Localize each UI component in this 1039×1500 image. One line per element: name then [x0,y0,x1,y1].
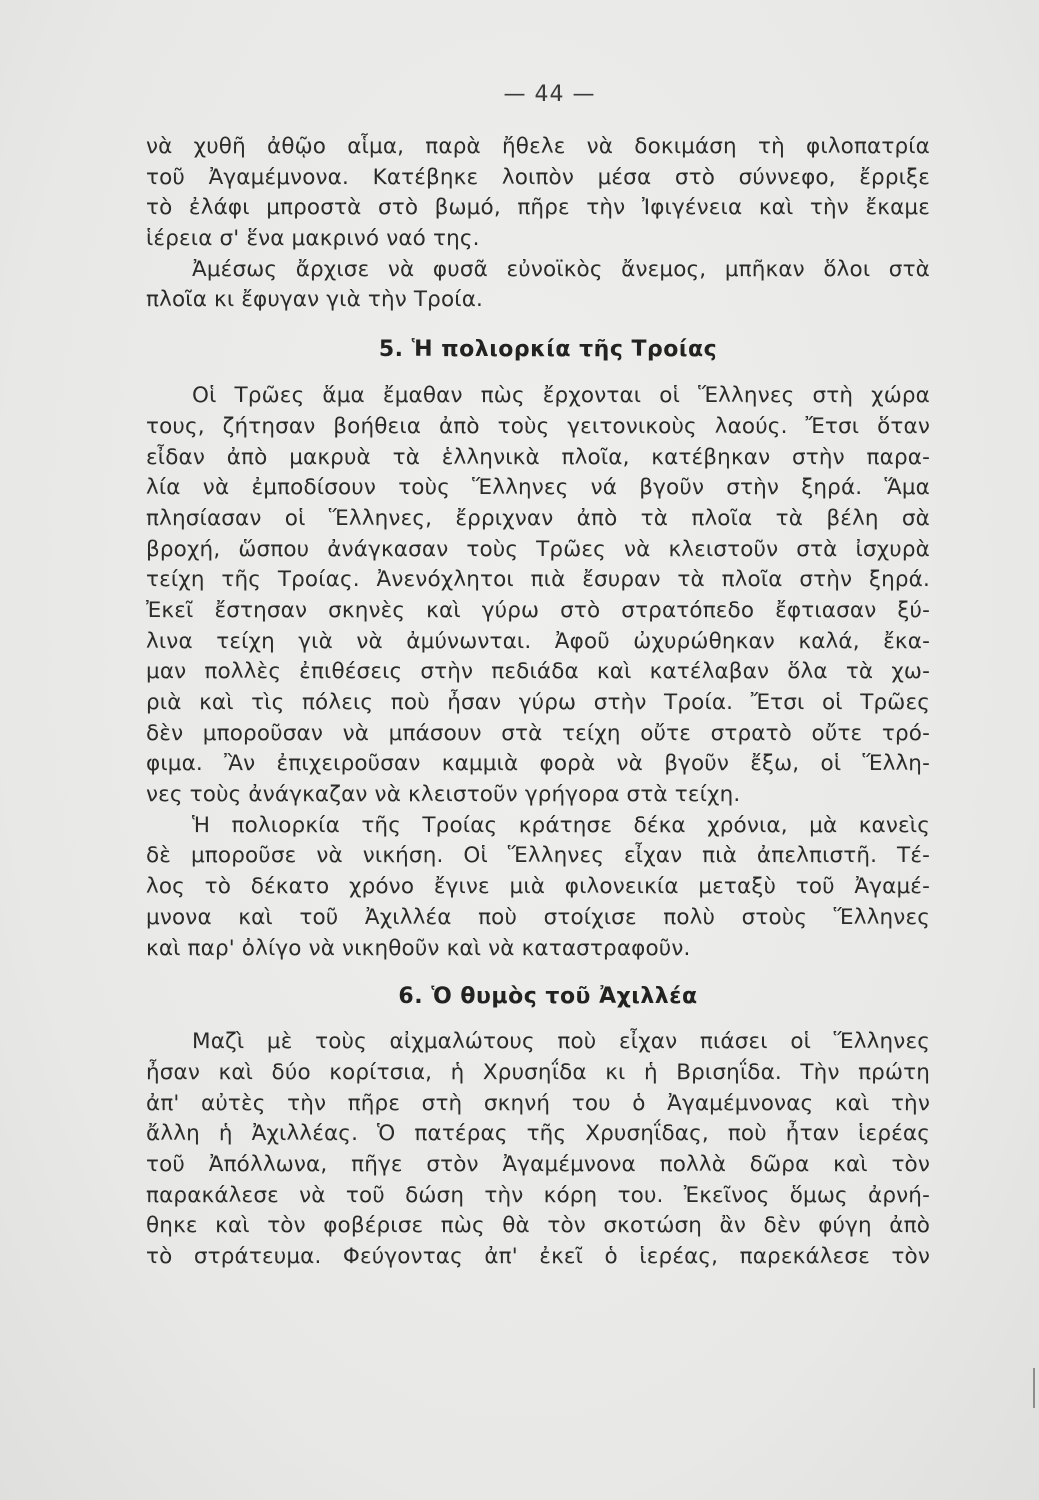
paragraph [146,811,930,964]
text-line: λινα τείχη γιὰ νὰ ἀμύνωνται. Ἀφοῦ ὠχυρώθηκαν καλά, ἔκα- [146,628,930,654]
text-line: θηκε καὶ τὸν φοβέρισε πὼς θὰ τὸν σκοτώση ἂν δὲν φύγη ἀπὸ [146,1213,930,1239]
page-number: — 44 — [503,82,596,107]
text-line: Οἱ Τρῶες ἅμα ἔμαθαν πὼς ἔρχονται οἱ Ἕλληνες στὴ χώρα [192,383,930,409]
text-line: Ἀμέσως ἄρχισε νὰ φυσᾶ εὐνοϊκὸς ἄνεμος, μπῆκαν ὅλοι στὰ [192,256,930,282]
text-line: ἱέρεια σ' ἕνα μακρινό ναό της. [146,226,480,252]
text-line: παρακάλεσε νὰ τοῦ δώση τὴν κόρη του. Ἐκεῖνος ὅμως ἀρνή- [146,1182,930,1208]
text-line: βροχή, ὥσπου ἀνάγκασαν τοὺς Τρῶες νὰ κλειστοῦν στὰ ἰσχυρὰ [146,536,930,562]
text-line: νὰ χυθῆ ἀθῷο αἷμα, παρὰ ἤθελε νὰ δοκιμάση τὴ φιλοπατρία [146,134,930,159]
section-heading: 6. Ὁ θυμὸς τοῦ Ἀχιλλέα [398,984,698,1010]
text-line: τοῦ Ἀπόλλωνα, πῆγε στὸν Ἀγαμέμνονα πολλὰ δῶρα καὶ τὸν [146,1151,930,1177]
text-line: λία νὰ ἐμποδίσουν τοὺς Ἕλληνες νά βγοῦν στὴν ξηρά. Ἅμα [146,475,930,501]
text-line: πλησίασαν οἱ Ἕλληνες, ἔρριχναν ἀπὸ τὰ πλοῖα τὰ βέλη σὰ [146,505,930,531]
text-line: τοῦ Ἀγαμέμνονα. Κατέβηκε λοιπὸν μέσα στὸ σύννεφο, ἔρριξε [146,164,930,190]
text-line: φιμα. Ἂν ἐπιχειροῦσαν καμμιὰ φορὰ νὰ βγοῦν ἔξω, οἱ Ἕλλη- [146,751,930,777]
text-line: καὶ παρ' ὀλίγο νὰ νικηθοῦν καὶ νὰ καταστραφοῦν. [146,935,691,961]
paragraph [146,1027,930,1273]
text-line: λος τὸ δέκατο χρόνο ἔγινε μιὰ φιλονεικία μεταξὺ τοῦ Ἀγαμέ- [146,874,930,900]
text-line: δὲ μποροῦσε νὰ νικήση. Οἱ Ἕλληνες εἶχαν πιὰ ἀπελπιστῆ. Τέ- [146,843,930,869]
text-line: εἶδαν ἀπὸ μακρυὰ τὰ ἑλληνικὰ πλοῖα, κατέβηκαν στὴν παρα- [146,444,930,470]
text-line: τὸ ἐλάφι μπροστὰ στὸ βωμό, πῆρε τὴν Ἰφιγένεια καὶ τὴν ἔκαμε [146,195,930,221]
text-line: ριὰ καὶ τὶς πόλεις ποὺ ἦσαν γύρω στὴν Τροία. Ἔτσι οἱ Τρῶες [146,690,930,715]
page-edge-mark [1033,1368,1035,1408]
text-line: Ἡ πολιορκία τῆς Τροίας κράτησε δέκα χρόνια, μὰ κανεὶς [192,812,930,838]
page-text [146,132,930,1273]
text-line: τὸ στράτευμα. Φεύγοντας ἀπ' ἐκεῖ ὁ ἱερέας, παρεκάλεσε τὸν [146,1244,930,1269]
text-line: τους, ζήτησαν βοήθεια ἀπὸ τοὺς γειτονικοὺς λαούς. Ἔτσι ὅταν [146,413,930,439]
text-line: ἄλλη ἡ Ἀχιλλέας. Ὁ πατέρας τῆς Χρυσηΐδας, ποὺ ἦταν ἱερέας [146,1121,930,1147]
paragraph [146,255,930,316]
text-line: Μαζὶ μὲ τοὺς αἰχμαλώτους ποὺ εἶχαν πιάσει οἱ Ἕλληνες [192,1029,930,1055]
text-line: μνονα καὶ τοῦ Ἀχιλλέα ποὺ στοίχισε πολὺ στοὺς Ἕλληνες [146,904,930,930]
text-line: ἦσαν καὶ δύο κορίτσια, ἡ Χρυσηΐδα κι ἡ Βρισηΐδα. Τὴν πρώτη [146,1059,930,1085]
text-line: μαν πολλὲς ἐπιθέσεις στὴν πεδιάδα καὶ κατέλαβαν ὅλα τὰ χω- [146,659,930,685]
text-line: τείχη τῆς Τροίας. Ἀνενόχλητοι πιὰ ἔσυραν τὰ πλοῖα στὴν ξηρά. [146,567,930,593]
text-line: Ἐκεῖ ἔστησαν σκηνὲς καὶ γύρω στὸ στρατόπεδο ἔφτιασαν ξύ- [146,597,930,623]
text-line: νες τοὺς ἀνάγκαζαν νὰ κλειστοῦν γρήγορα στὰ τείχη. [146,782,741,808]
section-heading: 5. Ἡ πολιορκία τῆς Τροίας [378,337,718,363]
text-line: πλοῖα κι ἔφυγαν γιὰ τὴν Τροία. [146,287,484,313]
text-line: δὲν μποροῦσαν νὰ μπάσουν στὰ τείχη οὔτε στρατὸ οὔτε τρό- [146,720,930,746]
paragraph [146,132,930,255]
text-line: ἀπ' αὐτὲς τὴν πῆρε στὴ σκηνή του ὁ Ἀγαμέμνονας καὶ τὴν [146,1090,930,1116]
paragraph [146,381,930,811]
